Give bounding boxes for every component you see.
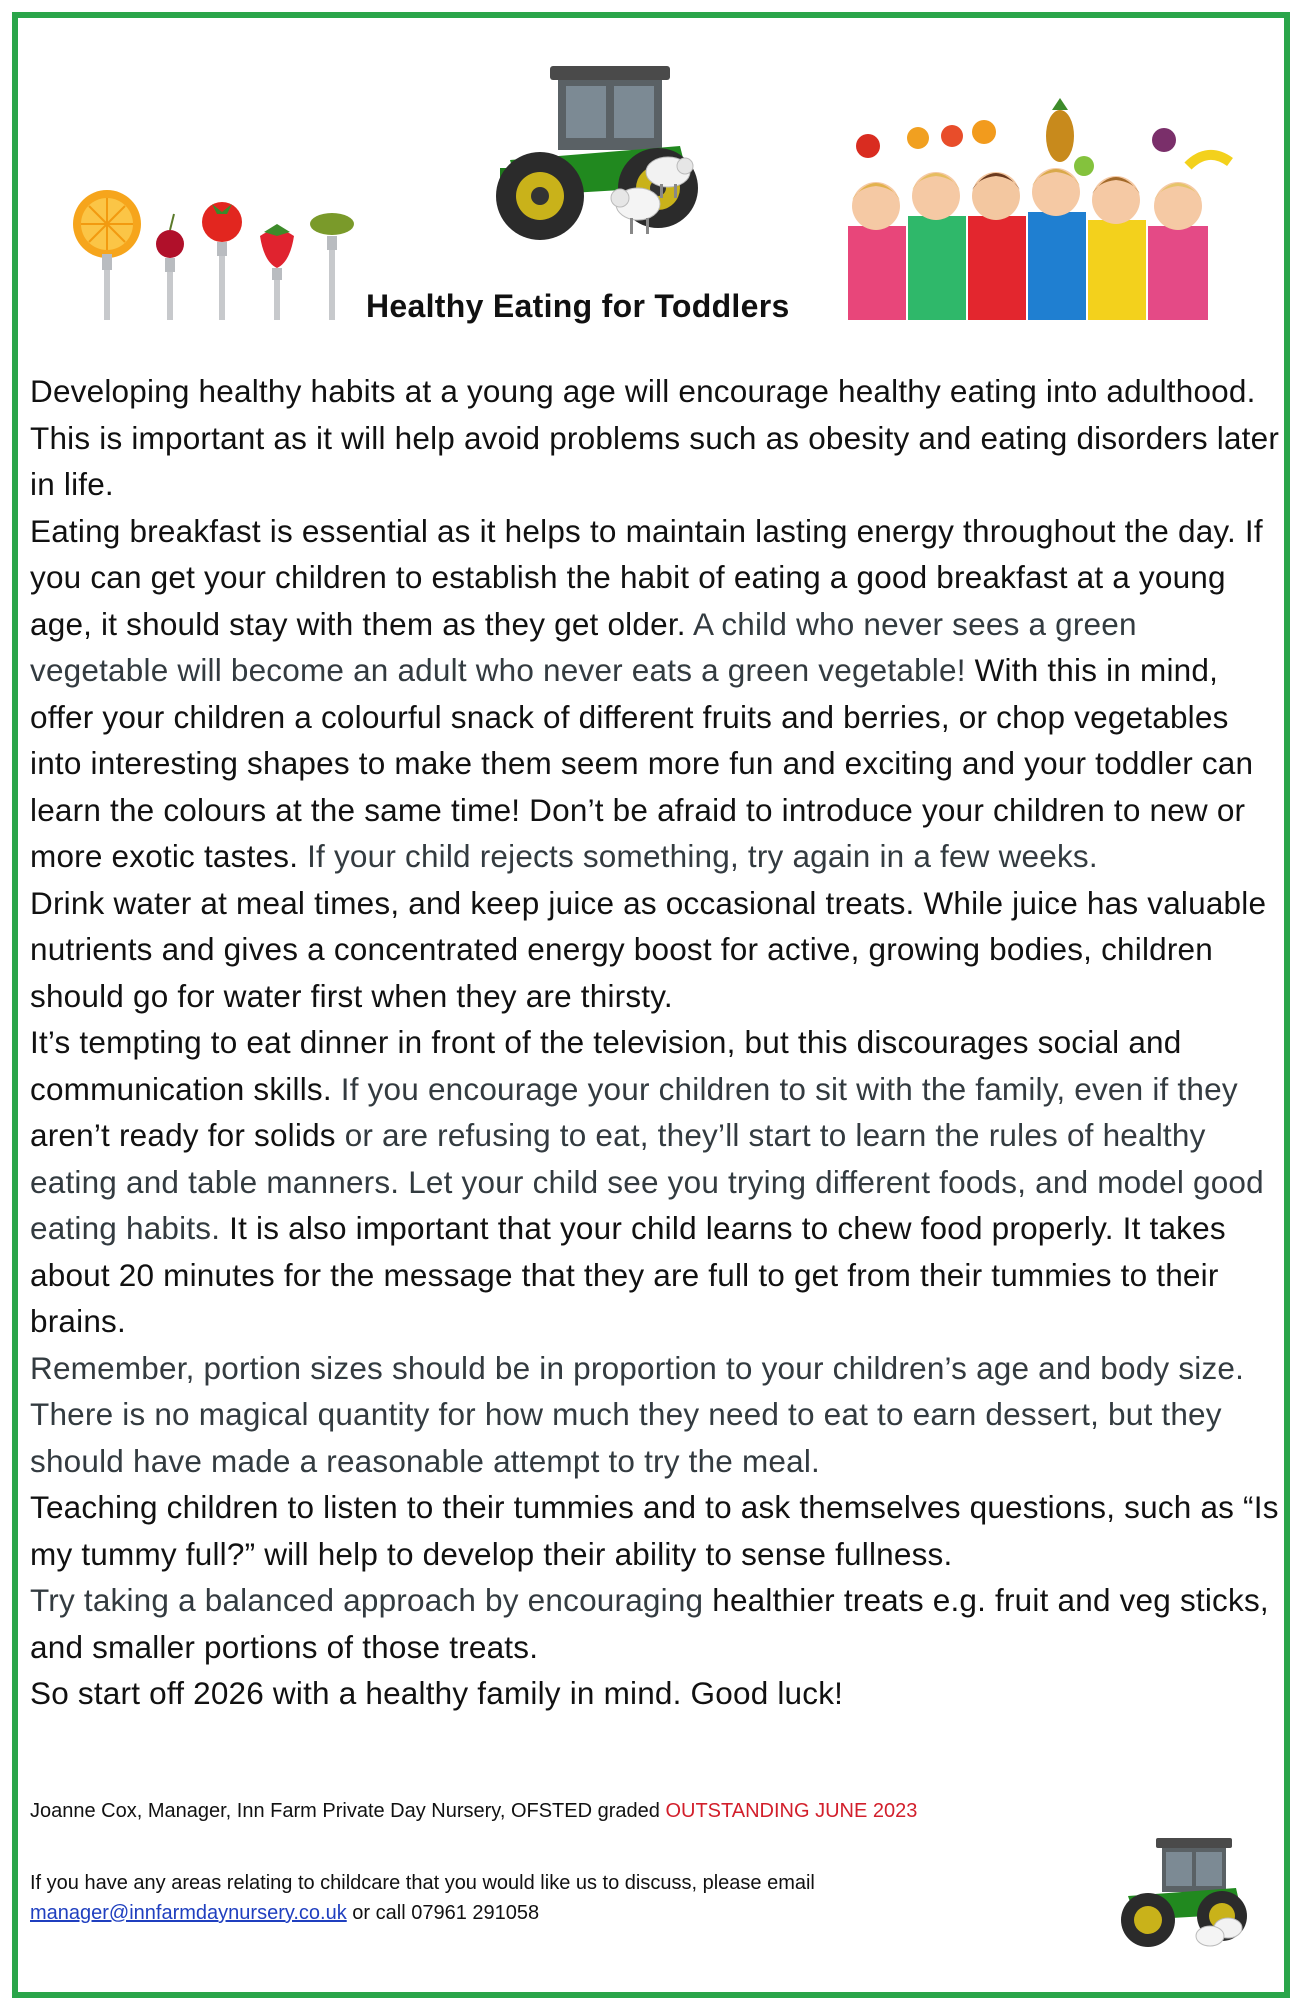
paragraph-segment: aren’t ready for solids: [30, 1117, 336, 1153]
paragraph-6: [30, 1484, 1282, 1577]
paragraph-segment: Teaching children to listen to their tummies and to ask themselves questions, such as “Is my tummy full?” will help to develop their ability to sense fullness.: [30, 1489, 1279, 1572]
paragraph-2: [30, 508, 1282, 880]
fruit-forks-image: [62, 184, 372, 324]
page-title: Healthy Eating for Toddlers: [366, 288, 790, 324]
paragraph-segment: Eating breakfast is essential as it helps to maintain lasting energy throughout the day. If you can get your children to establish the habit of eating a good breakfast at a young age, it should stay with them as they get older.: [30, 512, 1263, 642]
paragraph-segment: A child who never sees a green vegetable will become an adult who never eats a green vegetable!: [30, 605, 1137, 688]
tractor-image: [480, 56, 720, 244]
fork-tomato: [202, 202, 242, 320]
paragraph-segment: So start off 2026 with a healthy family in mind. Good luck!: [30, 1675, 844, 1711]
ofsted-grade: OUTSTANDING JUNE 2023: [665, 1800, 918, 1822]
paragraph-segment: If your child rejects something, try again in a few weeks.: [307, 838, 1098, 874]
paragraph-segment: or are refusing to eat, they’ll start to learn the rules of healthy eating and table manners. Let your child see you trying different foods, and model good eating habits.: [30, 1117, 1264, 1246]
paragraph-7: [30, 1577, 1282, 1670]
paragraph-segment: It is also important that your child learns to chew food properly. It takes about 20 minutes for the message that they are full to get from their tummies to their brains.: [30, 1210, 1226, 1339]
paragraph-segment: healthier treats e.g. fruit and veg sticks, and smaller portions of those treats.: [30, 1582, 1269, 1665]
paragraph-segment: Try taking a balanced approach by encouraging: [30, 1582, 704, 1618]
article-body: [30, 368, 1282, 1717]
paragraph-segment: If you encourage your children to sit with the family, even if they: [340, 1070, 1238, 1107]
paragraph-8: [30, 1670, 1282, 1717]
fork-cherry: [156, 214, 184, 320]
paragraph-segment: Remember, portion sizes should be in proportion to your children’s age and body size. There is no magical quantity for how much they need to eat to earn dessert, but they should have made a reasonable attempt to try the meal.: [30, 1349, 1245, 1479]
tractor-small-image: [1110, 1832, 1260, 1950]
paragraph-4: [30, 1019, 1282, 1345]
paragraph-3: [30, 880, 1282, 1020]
email-link[interactable]: manager@innfarmdaynursery.co.uk: [30, 1902, 347, 1924]
paragraph-1: [30, 368, 1282, 508]
fork-orange: [73, 190, 141, 320]
paragraph-segment: It’s tempting to eat dinner in front of the television, but this discourages social and communication skills.: [30, 1024, 1182, 1107]
phone-text: or call 07961 291058: [346, 1902, 540, 1924]
contact-line-2: [30, 1898, 815, 1928]
children-image: [838, 96, 1238, 320]
fork-strawberry: [260, 224, 294, 320]
contact-line-1: If you have any areas relating to childcare that you would like us to discuss, please email: [30, 1872, 815, 1894]
fork-pickle: [310, 213, 354, 320]
contact-block: [30, 1868, 815, 1928]
paragraph-segment: Developing healthy habits at a young age will encourage healthy eating into adulthood. This is important as it will help avoid problems such as obesity and eating disorders later in life.: [30, 373, 1280, 502]
paragraph-segment: Drink water at meal times, and keep juice as occasional treats. While juice has valuable nutrients and gives a concentrated energy boost for active, growing bodies, children should go for water first when they are thirsty.: [30, 884, 1267, 1014]
signature-text: Joanne Cox, Manager, Inn Farm Private Day Nursery, OFSTED graded: [30, 1800, 666, 1822]
paragraph-5: [30, 1345, 1282, 1485]
signature-line: [30, 1800, 917, 1823]
paragraph-segment: With this in mind, offer your children a colourful snack of different fruits and berries, or chop vegetables into interesting shapes to make them seem more fun and exciting and your toddler can learn the colours at the same time! Don’t be afraid to introduce your children to new or more exotic tastes.: [30, 652, 1254, 874]
